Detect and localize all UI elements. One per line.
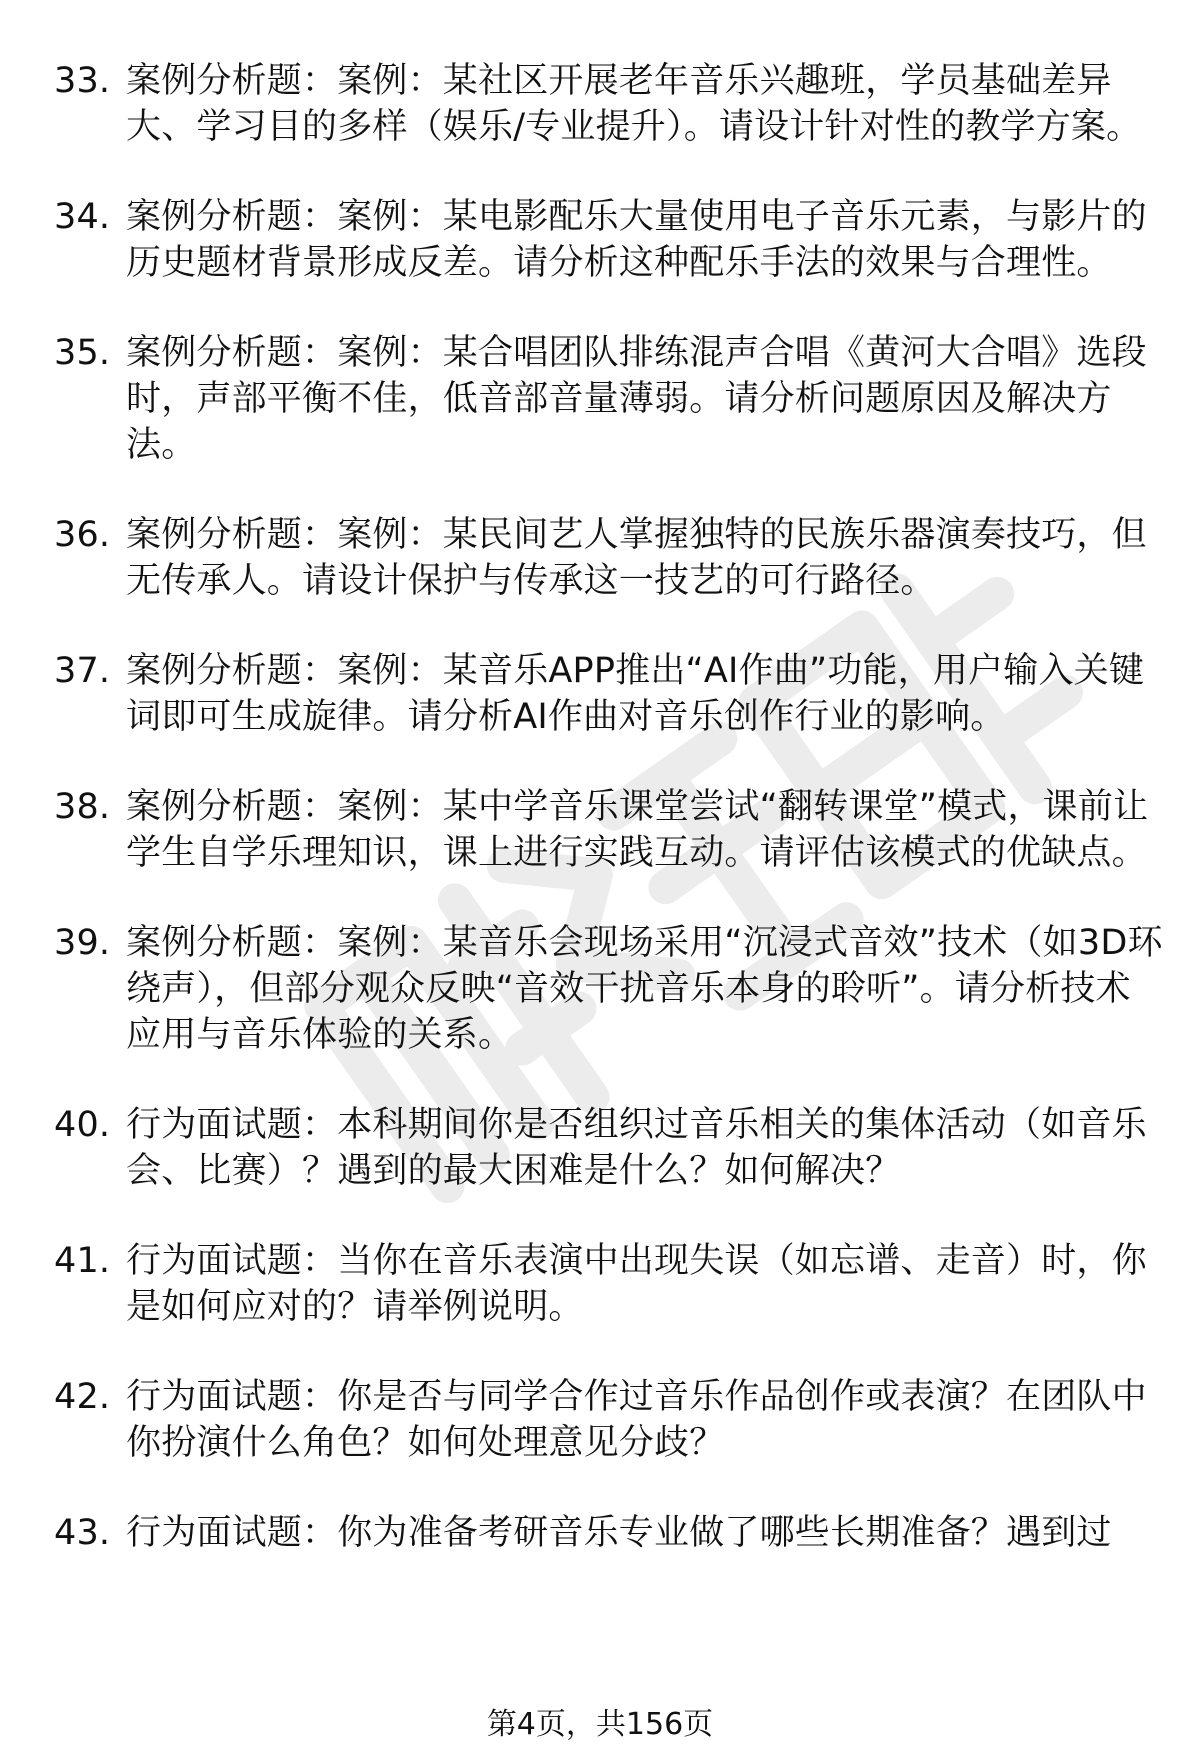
question-number: 41.	[54, 1241, 111, 1281]
question-item	[54, 58, 1164, 150]
question-number: 35.	[54, 333, 111, 373]
question-text: 案例分析题：案例：某音乐APP推出“AI作曲”功能，用户输入关键词即可生成旋律。请分析AI作曲对音乐创作行业的影响。	[126, 651, 1145, 737]
question-text: 行为面试题：本科期间你是否组织过音乐相关的集体活动（如音乐会、比赛）？遇到的最大困难是什么？如何解决？	[126, 1105, 1147, 1191]
question-number: 43.	[54, 1513, 111, 1553]
question-item	[54, 512, 1164, 604]
question-number: 37.	[54, 651, 111, 691]
question-list	[54, 58, 1164, 1600]
question-number: 40.	[54, 1105, 111, 1145]
question-item	[54, 1510, 1164, 1556]
question-number: 34.	[54, 197, 111, 237]
question-text: 案例分析题：案例：某合唱团队排练混声合唱《黄河大合唱》选段时，声部平衡不佳，低音部音量薄弱。请分析问题原因及解决方法。	[126, 333, 1147, 465]
question-item	[54, 1238, 1164, 1330]
question-text: 行为面试题：当你在音乐表演中出现失误（如忘谱、走音）时，你是如何应对的？请举例说明。	[126, 1241, 1147, 1327]
question-number: 38.	[54, 787, 111, 827]
question-item	[54, 1374, 1164, 1466]
question-text: 案例分析题：案例：某电影配乐大量使用电子音乐元素，与影片的历史题材背景形成反差。请分析这种配乐手法的效果与合理性。	[126, 197, 1147, 283]
question-item	[54, 1102, 1164, 1194]
question-text: 案例分析题：案例：某音乐会现场采用“沉浸式音效”技术（如3D环绕声），但部分观众反映“音效干扰音乐本身的聆听”。请分析技术应用与音乐体验的关系。	[126, 923, 1163, 1055]
question-item	[54, 648, 1164, 740]
question-item	[54, 784, 1164, 876]
question-text: 行为面试题：你是否与同学合作过音乐作品创作或表演？在团队中你扮演什么角色？如何处理意见分歧？	[126, 1377, 1147, 1463]
question-number: 36.	[54, 515, 111, 555]
page-footer: 第4页，共156页	[486, 1707, 714, 1742]
question-text: 行为面试题：你为准备考研音乐专业做了哪些长期准备？遇到过	[126, 1513, 1112, 1553]
question-text: 案例分析题：案例：某民间艺人掌握独特的民族乐器演奏技巧，但无传承人。请设计保护与传承这一技艺的可行路径。	[126, 515, 1147, 601]
question-item	[54, 194, 1164, 286]
question-item	[54, 920, 1164, 1058]
question-text: 案例分析题：案例：某中学音乐课堂尝试“翻转课堂”模式，课前让学生自学乐理知识，课上进行实践互动。请评估该模式的优缺点。	[126, 787, 1149, 873]
question-item	[54, 330, 1164, 468]
question-number: 39.	[54, 923, 111, 963]
question-text: 案例分析题：案例：某社区开展老年音乐兴趣班，学员基础差异大、学习目的多样（娱乐/专业提升）。请设计针对性的教学方案。	[126, 61, 1142, 147]
question-number: 33.	[54, 61, 111, 101]
question-number: 42.	[54, 1377, 111, 1417]
